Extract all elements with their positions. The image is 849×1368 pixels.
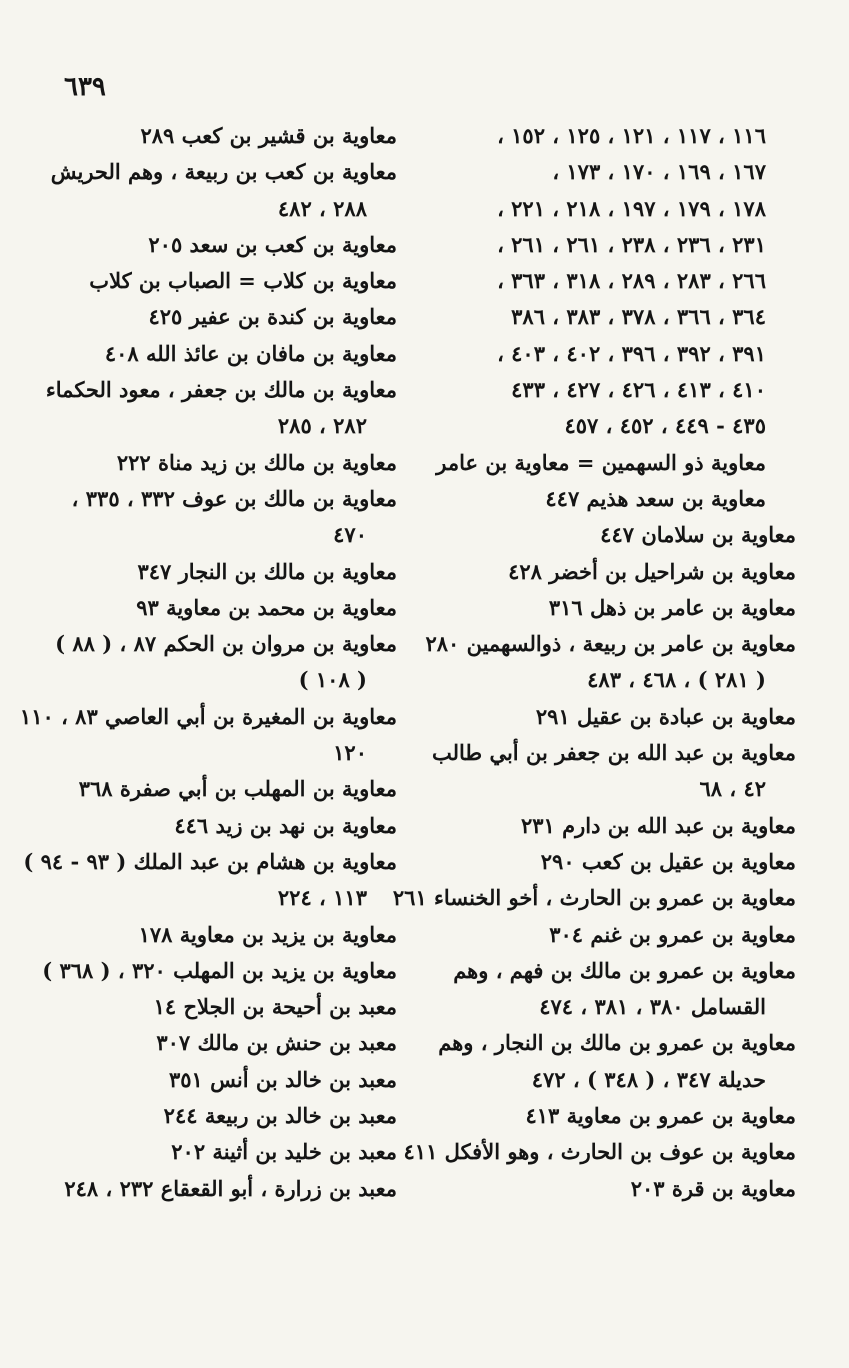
index-entry: ٢٦٦ ، ٢٨٣ ، ٢٨٩ ، ٣١٨ ، ٣٦٣ ،: [497, 268, 766, 294]
index-entry: معاوية بن نهد بن زيد ٤٤٦: [174, 812, 397, 838]
index-entry: معاوية بن عمرو بن معاوية ٤١٣: [525, 1103, 796, 1129]
index-entry: ٣٦٤ ، ٣٦٦ ، ٣٧٨ ، ٣٨٣ ، ٣٨٦: [511, 304, 766, 330]
index-entry: حديلة ٣٤٧ ، ( ٣٤٨ ) ، ٤٧٢: [531, 1066, 766, 1092]
index-entry: ١١٣ ، ٢٢٤: [277, 885, 367, 911]
index-entry: معاوية بن مالك بن زيد مناة ٢٢٢: [116, 449, 397, 475]
index-entry: معاوية بن المغيرة بن أبي العاصي ٨٣ ، ١١٠: [19, 703, 397, 729]
index-entry: معاوية بن قشير بن كعب ٢٨٩: [140, 123, 397, 148]
index-entry: معبد بن خالد بن ربيعة ٢٤٤: [163, 1103, 397, 1129]
index-entry: معاوية بن عبد الله بن دارم ٢٣١: [520, 812, 796, 838]
index-entry: ٢٨٨ ، ٤٨٢: [277, 195, 367, 221]
index-entry: معاوية بن مافان بن عائذ الله ٤٠٨: [104, 340, 397, 366]
index-entry: معاوية بن عامر بن ربيعة ، ذوالسهمين ٢٨٠: [425, 631, 796, 657]
index-entry: معاوية بن يزيد بن المهلب ٣٢٠ ، ( ٣٦٨ ): [42, 957, 397, 983]
index-entry: معبد بن حنش بن مالك ٣٠٧: [156, 1030, 397, 1056]
index-entry: معاوية بن مالك بن عوف ٣٣٢ ، ٣٣٥ ،: [71, 485, 397, 511]
index-entry: معبد بن زرارة ، أبو القعقاع ٢٣٢ ، ٢٤٨: [64, 1175, 397, 1201]
index-entry: ١١٦ ، ١١٧ ، ١٢١ ، ١٢٥ ، ١٥٢ ،: [497, 123, 766, 148]
index-entry: ( ١٠٨ ): [298, 667, 367, 693]
index-entry: معاوية بن عوف بن الحارث ، وهو الأفكل ٤١١: [403, 1139, 796, 1165]
index-entry: معاوية بن مالك بن جعفر ، معود الحكماء: [45, 377, 397, 403]
index-entry: معاوية بن عمرو بن غنم ٣٠٤: [549, 921, 796, 947]
index-entry: معاوية بن عبد الله بن جعفر بن أبي طالب: [432, 740, 796, 766]
index-entry: معاوية بن كلاب = الصباب بن كلاب: [89, 268, 397, 294]
index-entry: معاوية بن شراحيل بن أخضر ٤٢٨: [508, 558, 796, 584]
index-entry: ٤١٠ ، ٤١٣ ، ٤٢٦ ، ٤٢٧ ، ٤٣٣: [511, 377, 766, 403]
index-entry: ( ٢٨١ ) ، ٤٦٨ ، ٤٨٣: [587, 667, 766, 693]
index-entry: معاوية بن سلامان ٤٤٧: [600, 522, 796, 548]
index-entry: معاوية بن محمد بن معاوية ٩٣: [136, 594, 397, 620]
index-entry: معاوية بن سعد هذيم ٤٤٧: [545, 485, 766, 511]
index-entry: ٤٢ ، ٦٨: [699, 776, 766, 802]
index-entry: معبد بن خليد بن أثينة ٢٠٢: [171, 1139, 397, 1165]
index-entry: معاوية بن عمرو بن مالك بن فهم ، وهم: [453, 957, 796, 983]
index-entry: معاوية بن عمرو بن مالك بن النجار ، وهم: [438, 1030, 796, 1056]
index-entry: معاوية بن مروان بن الحكم ٨٧ ، ( ٨٨ ): [55, 631, 397, 657]
index-entry: معاوية بن يزيد بن معاوية ١٧٨: [138, 921, 397, 947]
index-entry: ١٢٠: [333, 740, 367, 766]
index-entry: معاوية بن مالك بن النجار ٣٤٧: [137, 558, 397, 584]
index-column-right: [392, 118, 796, 1207]
index-entry: ٢٣١ ، ٢٣٦ ، ٢٣٨ ، ٢٦١ ، ٢٦١ ،: [497, 231, 766, 257]
index-entry: ٢٨٢ ، ٢٨٥: [277, 413, 367, 439]
index-entry: معاوية بن عمرو بن الحارث ، أخو الخنساء ٢٦١: [392, 885, 796, 911]
index-entry: ٤٧٠: [333, 522, 367, 548]
index-entry: معاوية بن كعب بن سعد ٢٠٥: [148, 231, 397, 257]
index-entry: ٤٣٥ - ٤٤٩ ، ٤٥٢ ، ٤٥٧: [564, 413, 766, 439]
index-entry: معبد بن أحيحة بن الجلاح ١٤: [153, 994, 397, 1020]
index-entry: معاوية بن كندة بن عفير ٤٢٥: [148, 304, 397, 330]
index-entry: معاوية بن المهلب بن أبي صفرة ٣٦٨: [78, 776, 397, 802]
page-number: ٦٣٩: [64, 72, 106, 102]
index-entry: معبد بن خالد بن أنس ٣٥١: [168, 1066, 397, 1092]
index-entry: معاوية بن عبادة بن عقيل ٢٩١: [535, 703, 796, 729]
index-entry: معاوية ذو السهمين = معاوية بن عامر: [436, 449, 766, 475]
index-entry: معاوية بن عقيل بن كعب ٢٩٠: [540, 848, 796, 874]
index-entry: ١٦٧ ، ١٦٩ ، ١٧٠ ، ١٧٣ ،: [552, 159, 766, 185]
index-entry: ٣٩١ ، ٣٩٢ ، ٣٩٦ ، ٤٠٢ ، ٤٠٣ ،: [497, 340, 766, 366]
index-entry: معاوية بن كعب بن ربيعة ، وهم الحريش: [50, 159, 397, 185]
index-entry: ١٧٨ ، ١٧٩ ، ١٩٧ ، ٢١٨ ، ٢٢١ ،: [497, 195, 766, 221]
index-column-left: [19, 118, 397, 1207]
index-entry: القسامل ٣٨٠ ، ٣٨١ ، ٤٧٤: [539, 994, 766, 1020]
index-entry: معاوية بن عامر بن ذهل ٣١٦: [548, 594, 796, 620]
index-entry: معاوية بن قرة ٢٠٣: [630, 1175, 796, 1201]
index-entry: معاوية بن هشام بن عبد الملك ( ٩٣ - ٩٤ ): [23, 848, 397, 874]
